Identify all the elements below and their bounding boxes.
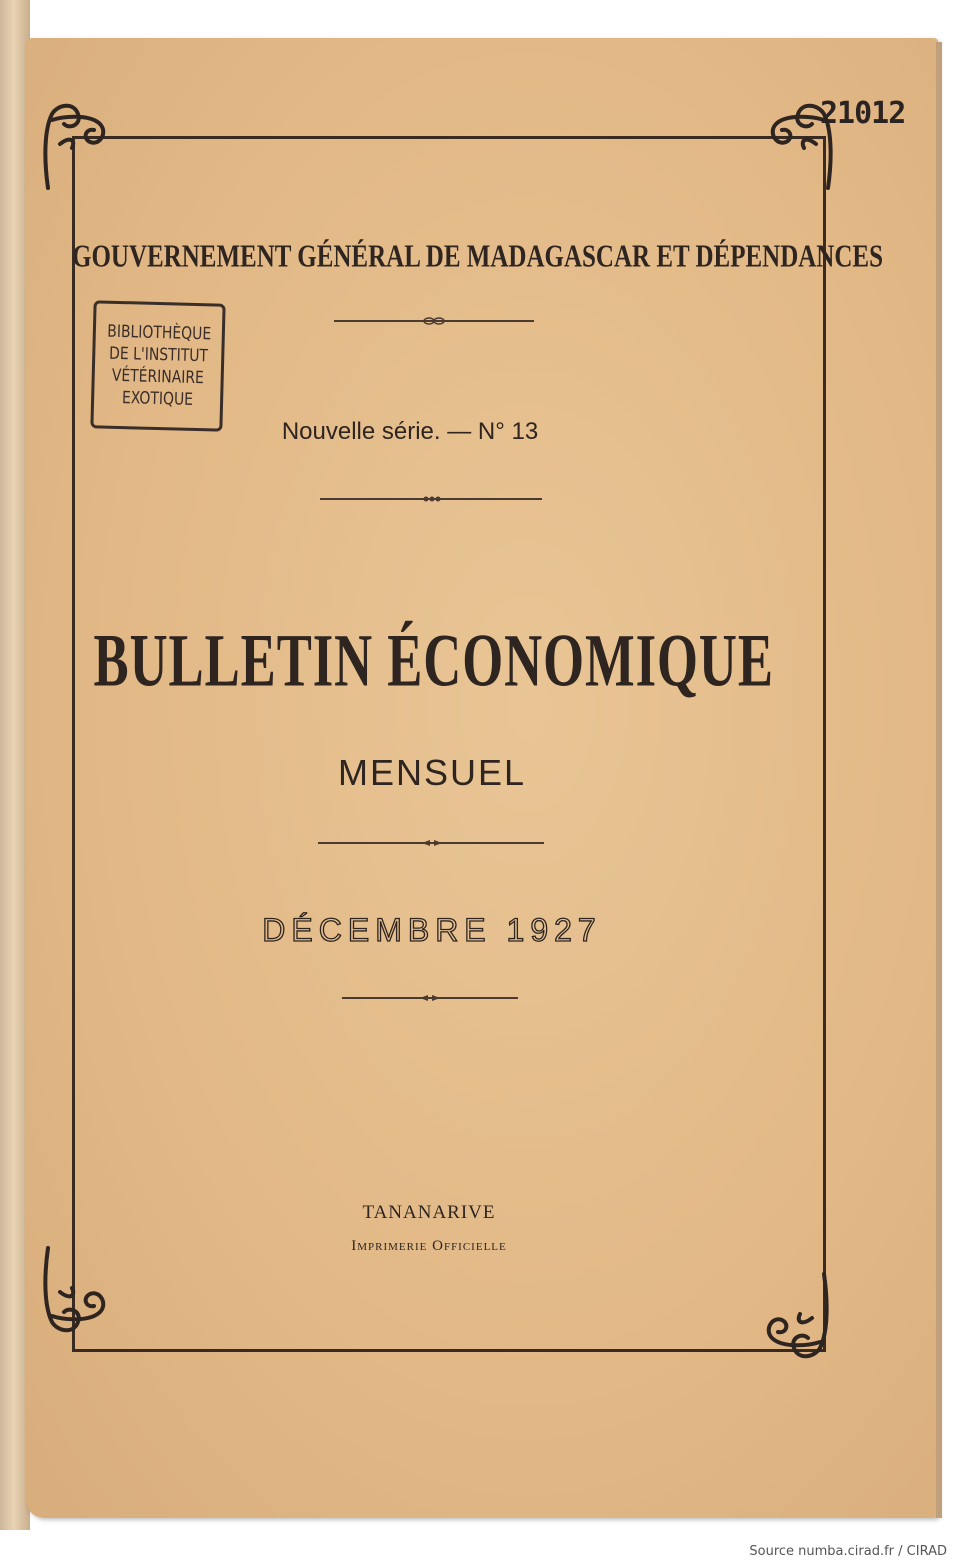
issue-date: DÉCEMBRE 1927 (262, 912, 602, 948)
library-stamp (90, 300, 225, 431)
divider-ornament-icon (418, 994, 442, 1002)
source-credit: Source numba.cirad.fr / CIRAD (749, 1544, 947, 1559)
bulletin-subtitle: MENSUEL (337, 752, 527, 793)
stamp-line: BIBLIOTHÈQUE (106, 321, 212, 345)
divider-ornament-icon (420, 839, 444, 847)
stamp-line: EXOTIQUE (121, 388, 193, 410)
divider-ornament-icon (420, 495, 444, 503)
corner-ornament-bottom-left (40, 1246, 110, 1336)
corner-ornament-top-left (40, 100, 110, 190)
page-edge (936, 42, 942, 1518)
publication-city: TANANARIVE (362, 1202, 496, 1223)
corner-ornament-bottom-right (762, 1272, 832, 1362)
stamp-line: VÉTÉRINAIRE (111, 365, 204, 389)
bulletin-title: BULLETIN ÉCONOMIQUE (93, 619, 774, 704)
catalog-number: 21012 (820, 96, 906, 131)
printer-name: Imprimerie Officielle (351, 1238, 507, 1254)
series-number: Nouvelle série. — N° 13 (281, 418, 539, 445)
divider-ornament-icon (422, 317, 446, 325)
government-heading: GOUVERNEMENT GÉNÉRAL DE MADAGASCAR ET DÉPENDANCES (72, 240, 883, 274)
stamp-line: DE L'INSTITUT (108, 343, 208, 367)
